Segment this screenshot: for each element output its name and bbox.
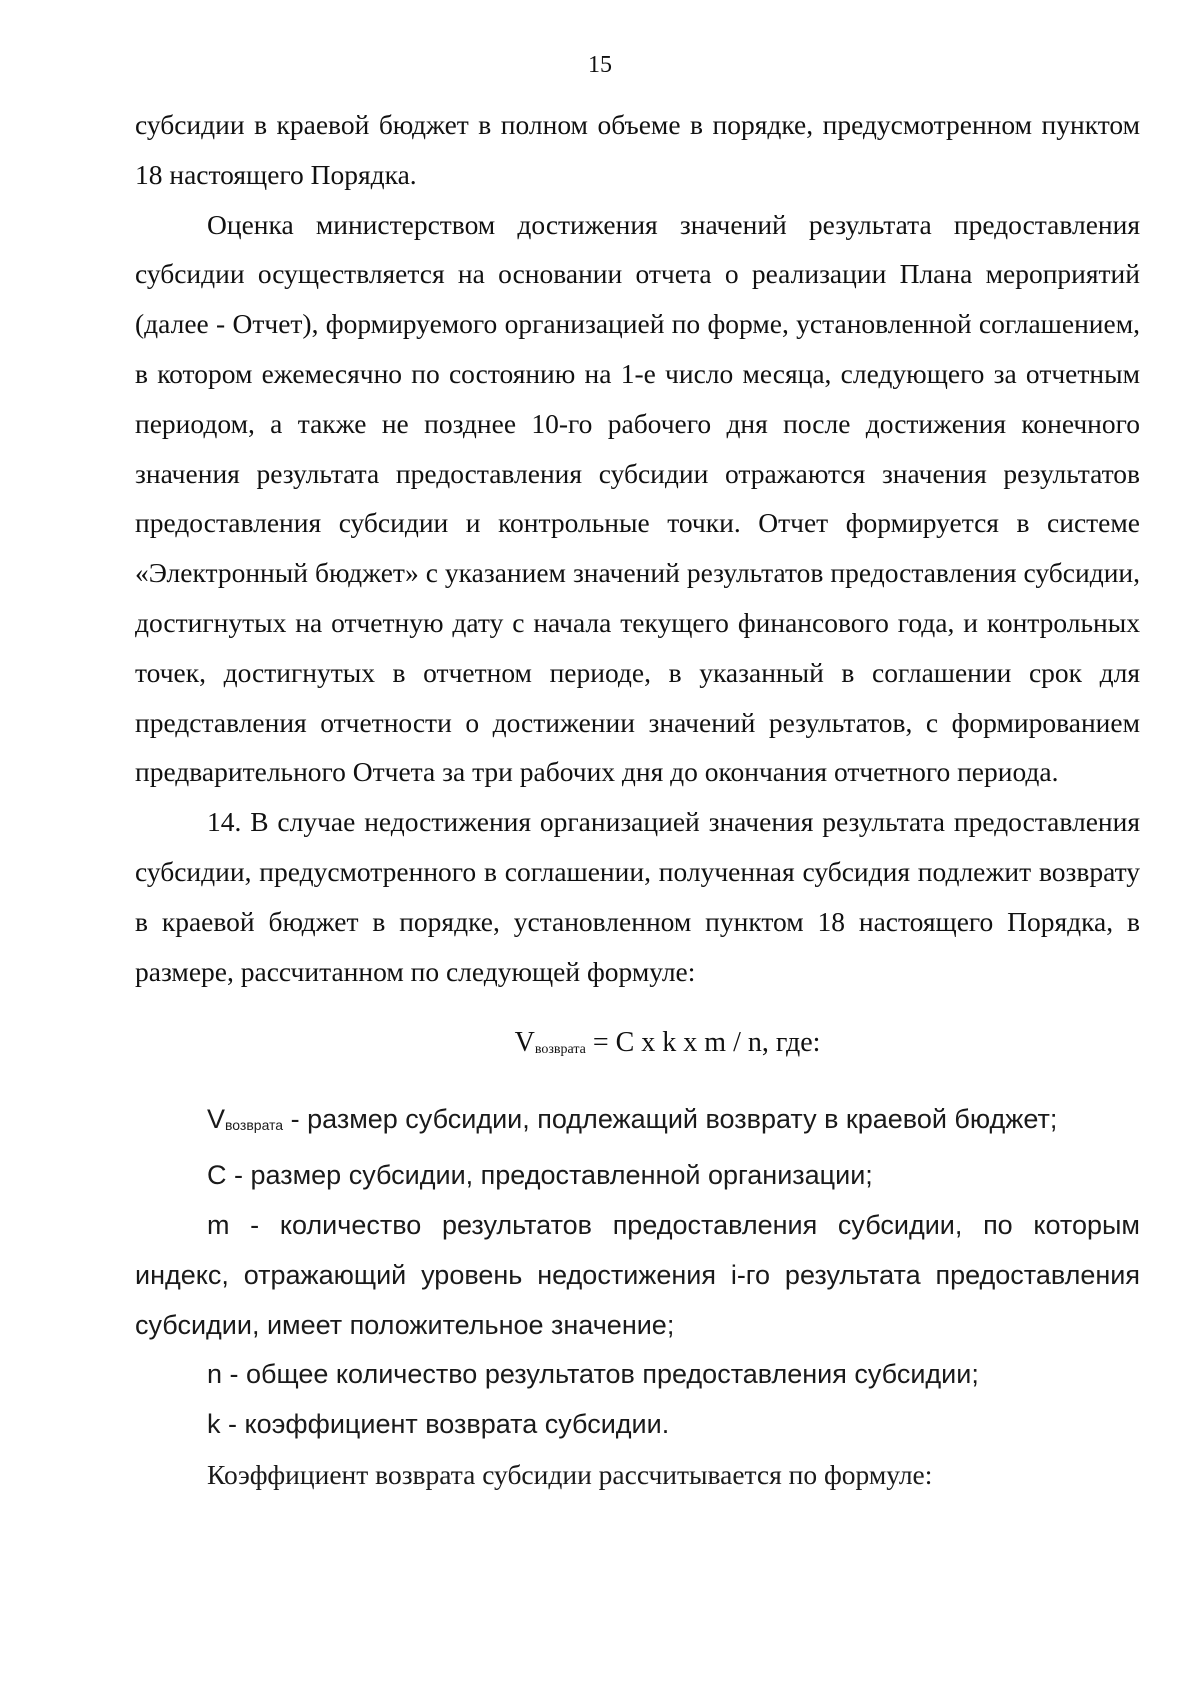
- return-formula: [135, 1014, 1140, 1079]
- definition-c: C - размер субсидии, предоставленной организации;: [207, 1160, 873, 1191]
- definition-n: n - общее количество результатов предоставления субсидии;: [207, 1359, 979, 1390]
- definition-m: m - количество результатов предоставления субсидии, по которым индекс, отражающий уровень недостижения i-го результата предоставления субсидии, имеет положительное значение;: [135, 1209, 1140, 1340]
- paragraph-item-14: 14. В случае недостижения организацией значения результата предоставления субсидии, предусмотренного в соглашении, полученная субсидия подлежит возврату в краевой бюджет в порядке, установленном пунктом 18 настоящего Порядка, в размере, рассчитанном по следующей формуле:: [135, 806, 1140, 987]
- formula-subscript: возврата: [534, 1042, 586, 1058]
- definition-v-subscript: возврата: [225, 1117, 284, 1134]
- definition-v-text: - размер субсидии, подлежащий возврату в краевой бюджет;: [283, 1104, 1058, 1135]
- document-body: [135, 100, 1140, 1500]
- definition-k: k - коэффициент возврата субсидии.: [207, 1409, 670, 1440]
- definition-v-var: V: [207, 1104, 226, 1135]
- formula-expression: = C x k x m / n, где:: [585, 1027, 821, 1059]
- page-number: 15: [588, 52, 612, 78]
- coefficient-formula-intro: Коэффициент возврата субсидии рассчитывается по формуле:: [207, 1458, 933, 1490]
- definition-v: [135, 1095, 1140, 1151]
- paragraph-assessment: Оценка министерством достижения значений результата предоставления субсидии осуществляется на основании отчета о реализации Плана мероприятий (далее - Отчет), формируемого организацией по форме, установленной соглашением, в котором ежемесячно по состоянию на 1-е число месяца, следующего за отчетным периодом, а также не позднее 10-го рабочего дня после достижения конечного значения результата предоставления субсидии отражаются значения результатов предоставления субсидии и контрольные точки. Отчет формируется в системе «Электронный бюджет» с указанием значений результатов предоставления субсидии, достигнутых на отчетную дату с начала текущего финансового года, и контрольных точек, достигнутых в отчетном периоде, в указанный в соглашении срок для представления отчетности о достижении значений результатов, с формированием предварительного Отчета за три рабочих дня до окончания отчетного периода.: [135, 208, 1140, 788]
- formula-variable: V: [514, 1027, 535, 1059]
- paragraph-continuation: субсидии в краевой бюджет в полном объеме в порядке, предусмотренном пунктом 18 настоящего Порядка.: [135, 109, 1140, 190]
